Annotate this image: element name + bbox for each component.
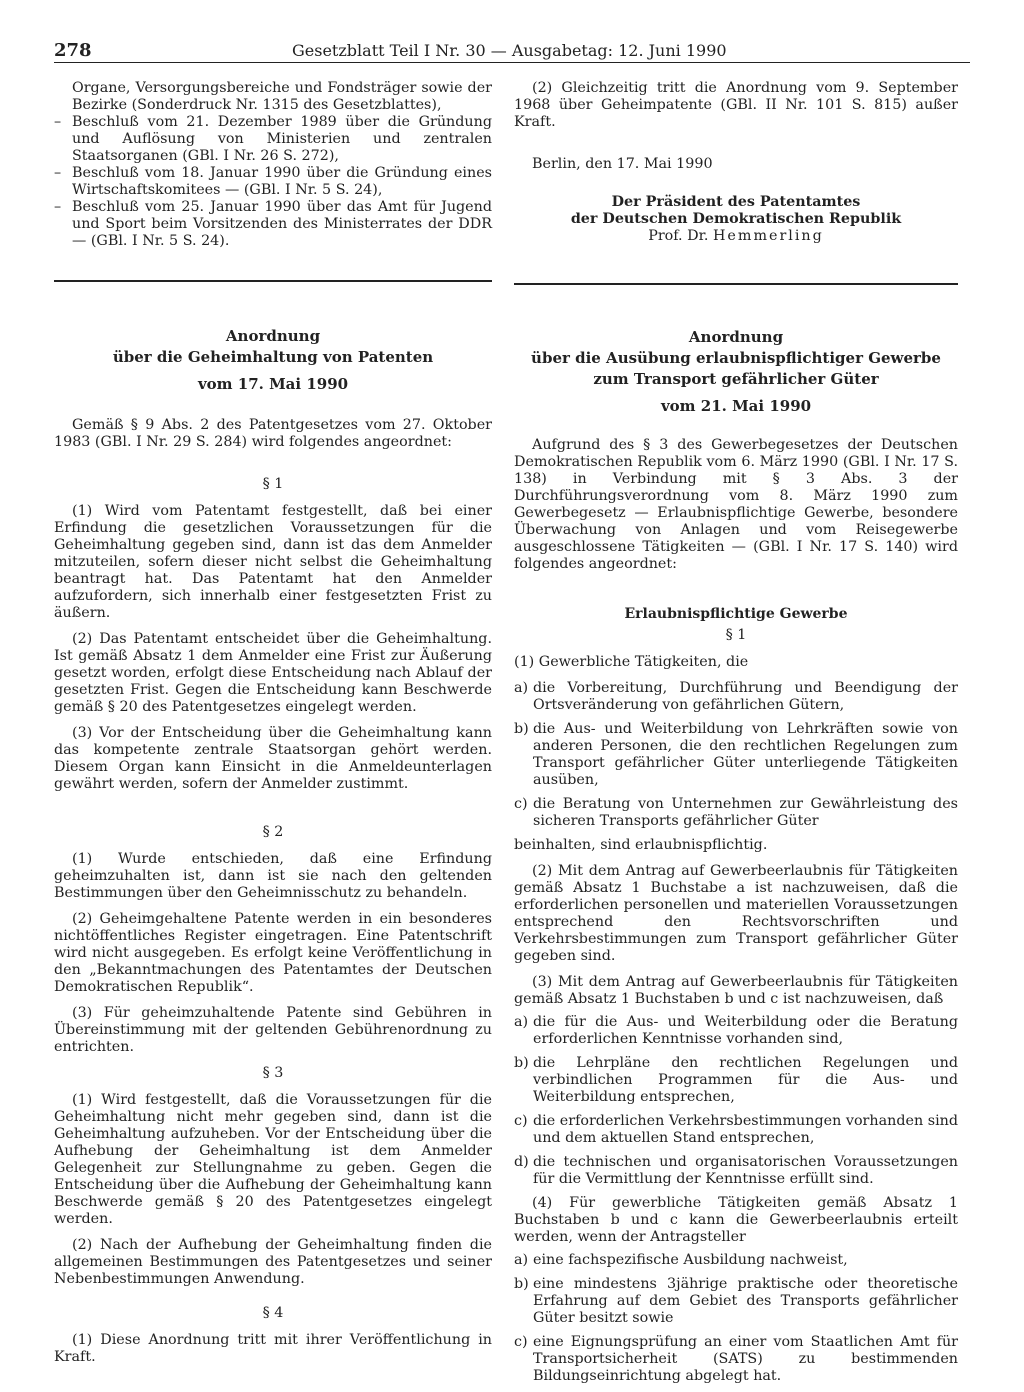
ordinance-title: Anordnung <box>225 327 321 345</box>
paragraph: (2) Gleichzeitig tritt die Anordnung vom 9. September 1968 über Geheimpatente (GBl. II Nr. 101 S. 815) außer Kraft. <box>514 80 958 130</box>
paragraph: (1) Gewerbliche Tätigkeiten, die <box>514 654 749 670</box>
ordinance-subtitle: über die Geheimhaltung von Patenten <box>112 348 434 366</box>
section-number: § 2 <box>262 824 284 840</box>
list-item-text: die Aus- und Weiterbildung von Lehrkräften sowie von anderen Personen, die den rechtlichen Regelungen zum Transport gefährlicher Güter unterliegende Tätigkeiten ausüben, <box>533 721 958 788</box>
section-heading: Erlaubnispflichtige Gewerbe <box>624 606 848 622</box>
list-item-text: die Vorbereitung, Durchführung und Beendigung der Ortsveränderung von gefährlichen Gütern, <box>533 680 958 713</box>
paragraph: (2) Das Patentamt entscheidet über die Geheimhaltung. Ist gemäß Absatz 1 dem Anmelder eine Frist zur Äußerung gesetzt worden, erfolgt diese Entscheidung nach Ablauf der gesetzten Frist. Gegen die Entscheidung kann Beschwerde gemäß § 20 des Patentgesetzes eingelegt werden. <box>54 631 492 715</box>
list-item-text: die Beratung von Unternehmen zur Gewährleistung des sicheren Transports gefährlicher Güter <box>533 796 958 829</box>
paragraph: (3) Für geheimzuhaltende Patente sind Gebühren in Übereinstimmung mit der geltenden Gebührenordnung zu entrichten. <box>54 1005 492 1055</box>
section-number: § 1 <box>262 476 284 492</box>
list-marker: – <box>54 114 62 130</box>
list-item-text: die Lehrpläne den rechtlichen Regelungen und verbindlichen Programmen für die Aus- und Weiterbildung entsprechen, <box>533 1055 958 1105</box>
section-number: § 3 <box>262 1065 284 1081</box>
place-date: Berlin, den 17. Mai 1990 <box>532 156 713 172</box>
list-item-text: Beschluß vom 18. Januar 1990 über die Gründung eines Wirtschaftskomitees — (GBl. I Nr. 5 S. 24), <box>72 165 492 198</box>
preamble: Aufgrund des § 3 des Gewerbegesetzes der Deutschen Demokratischen Republik vom 6. März 1990 (GBl. I Nr. 17 S. 138) in Verbindung mit § 3 Abs. 3 der Durchführungsverordnung vom 8. März 1990 zum Gewerbegesetz — Erlaubnispflichtige Gewerbe, besondere Überwachung von Anlagen und vom Reisegewerbe ausgeschlossene Tätigkeiten — (GBl. I Nr. 17 S. 140) wird folgendes angeordnet: <box>514 437 958 572</box>
list-item-text: die erforderlichen Verkehrsbestimmungen vorhanden sind und dem aktuellen Stand entsprechen, <box>533 1113 958 1146</box>
header-rule <box>54 62 970 63</box>
paragraph: (3) Mit dem Antrag auf Gewerbeerlaubnis für Tätigkeiten gemäß Absatz 1 Buchstaben b und c ist nachzuweisen, daß <box>514 974 958 1007</box>
left-column <box>54 80 492 1375</box>
list-marker: c) <box>514 1334 528 1350</box>
ordinance-title: Anordnung <box>688 328 784 346</box>
list-item-text: eine Eignungsprüfung an einer vom Staatlichen Amt für Transportsicherheit (SATS) zu bestimmenden Bildungseinrichtung abgelegt hat. <box>533 1334 958 1384</box>
paragraph: beinhalten, sind erlaubnispflichtig. <box>514 837 768 853</box>
list-item-text: eine fachspezifische Ausbildung nachweist, <box>533 1252 848 1268</box>
ordinance-date: vom 21. Mai 1990 <box>660 397 812 415</box>
right-column <box>514 80 958 1392</box>
list-item-text: eine mindestens 3jährige praktische oder theoretische Erfahrung auf dem Gebiet des Transports gefährlicher Güter besitzt sowie <box>533 1276 958 1326</box>
list-marker: a) <box>514 680 529 696</box>
list-marker: b) <box>514 1276 529 1292</box>
list-item-text: Beschluß vom 21. Dezember 1989 über die Gründung und Auflösung von Ministerien und zentralen Staatsorganen (GBl. I Nr. 26 S. 272), <box>72 114 492 164</box>
paragraph: (1) Wird festgestellt, daß die Voraussetzungen für die Geheimhaltung nicht mehr gegeben sind, dann ist die Geheimhaltung aufzuheben. Vor der Entscheidung über die Aufhebung der Geheimhaltung ist dem Anmelder Gelegenheit zur Stellungnahme zu geben. Gegen die Entscheidung über die Aufhebung der Geheimhaltung kann Beschwerde gemäß § 20 des Patentgesetzes eingelegt werden. <box>54 1092 492 1227</box>
list-marker: b) <box>514 1055 529 1071</box>
list-marker: c) <box>514 1113 528 1129</box>
gazette-title: Gesetzblatt Teil I Nr. 30 — Ausgabetag: 12. Juni 1990 <box>292 41 727 60</box>
paragraph: (1) Diese Anordnung tritt mit ihrer Veröffentlichung in Kraft. <box>54 1332 492 1365</box>
list-item <box>514 1252 958 1269</box>
list-item-text: Beschluß vom 25. Januar 1990 über das Amt für Jugend und Sport beim Vorsitzenden des Ministerrates der DDR — (GBl. I Nr. 5 S. 24). <box>72 199 492 249</box>
signatory-name <box>514 228 958 245</box>
list-item <box>514 796 958 830</box>
ordinance-date: vom 17. Mai 1990 <box>197 375 349 393</box>
list-item <box>514 1113 958 1147</box>
signatory-office: Der Präsident des Patentamtes <box>611 194 861 210</box>
list-marker: a) <box>514 1252 529 1268</box>
list-item <box>514 721 958 789</box>
section-number: § 1 <box>725 627 747 643</box>
paragraph: (2) Nach der Aufhebung der Geheimhaltung finden die allgemeinen Bestimmungen des Patentgesetzes und seiner Nebenbestimmungen Anwendung. <box>54 1237 492 1287</box>
list-marker: – <box>54 199 62 215</box>
page-number: 278 <box>54 40 92 61</box>
list-item <box>54 165 492 199</box>
paragraph: (1) Wurde entschieden, daß eine Erfindung geheimzuhalten ist, dann ist sie nach den geltenden Bestimmungen über den Geheimnisschutz zu behandeln. <box>54 851 492 901</box>
list-item <box>514 1055 958 1106</box>
list-marker: a) <box>514 1014 529 1030</box>
list-item <box>514 680 958 714</box>
list-marker: – <box>54 165 62 181</box>
preamble: Gemäß § 9 Abs. 2 des Patentgesetzes vom 27. Oktober 1983 (GBl. I Nr. 29 S. 284) wird folgendes angeordnet: <box>54 417 492 450</box>
list-item-text: die technischen und organisatorischen Voraussetzungen für die Vermittlung der Kenntnisse erfüllt sind. <box>533 1154 958 1187</box>
signatory-title: Prof. Dr. <box>648 228 709 244</box>
paragraph: (2) Geheimgehaltene Patente werden in ein besonderes nichtöffentliches Register eingetragen. Eine Patentschrift wird nicht ausgegeben. Es erfolgt keine Veröffentlichung in den „Bekanntmachungen des Patentamtes der Deutschen Demokratischen Republik“. <box>54 911 492 995</box>
paragraph: (2) Mit dem Antrag auf Gewerbeerlaubnis für Tätigkeiten gemäß Absatz 1 Buchstabe a ist nachzuweisen, daß die erforderlichen personellen und materiellen Voraussetzungen entsprechend den Rechtsvorschriften und Verkehrsbestimmungen zum Transport gefährlicher Güter gegeben sind. <box>514 863 958 964</box>
list-item <box>54 199 492 250</box>
paragraph: (1) Wird vom Patentamt festgestellt, daß bei einer Erfindung die gesetzlichen Voraussetzungen für die Geheimhaltung gegeben sind, dann ist das dem Anmelder mitzuteilen, sofern dieser nicht selbst die Geheimhaltung beantragt hat. Das Patentamt hat den Anmelder aufzufordern, sich innerhalb einer festgesetzten Frist zu äußern. <box>54 503 492 621</box>
intro-continuation: Organe, Versorgungsbereiche und Fondsträger sowie der Bezirke (Sonderdruck Nr. 1315 des Gesetzblattes), <box>72 80 492 113</box>
list-item <box>514 1154 958 1188</box>
ordinance-subtitle: über die Ausübung erlaubnispflichtiger Gewerbe <box>531 349 941 367</box>
signatory-surname: Hemmerling <box>712 228 824 244</box>
list-item <box>54 114 492 165</box>
section-number: § 4 <box>262 1305 284 1321</box>
list-item <box>514 1014 958 1048</box>
paragraph: (3) Vor der Entscheidung über die Geheimhaltung kann das kompetente zentrale Staatsorgan gehört werden. Diesem Organ kann Einsicht in die Anmeldeunterlagen gewährt werden, sofern der Anmelder zustimmt. <box>54 725 492 792</box>
list-item <box>514 1276 958 1327</box>
list-item-text: die für die Aus- und Weiterbildung oder die Beratung erforderlichen Kenntnisse vorhanden sind, <box>533 1014 958 1047</box>
ordinance-subtitle-line2: zum Transport gefährlicher Güter <box>593 370 879 388</box>
list-item <box>514 1334 958 1385</box>
signatory-office-line2: der Deutschen Demokratischen Republik <box>570 211 902 227</box>
paragraph: (4) Für gewerbliche Tätigkeiten gemäß Absatz 1 Buchstaben b und c kann die Gewerbeerlaubnis erteilt werden, wenn der Antragsteller <box>514 1195 958 1245</box>
list-marker: d) <box>514 1154 529 1170</box>
list-marker: c) <box>514 796 528 812</box>
list-marker: b) <box>514 721 529 737</box>
